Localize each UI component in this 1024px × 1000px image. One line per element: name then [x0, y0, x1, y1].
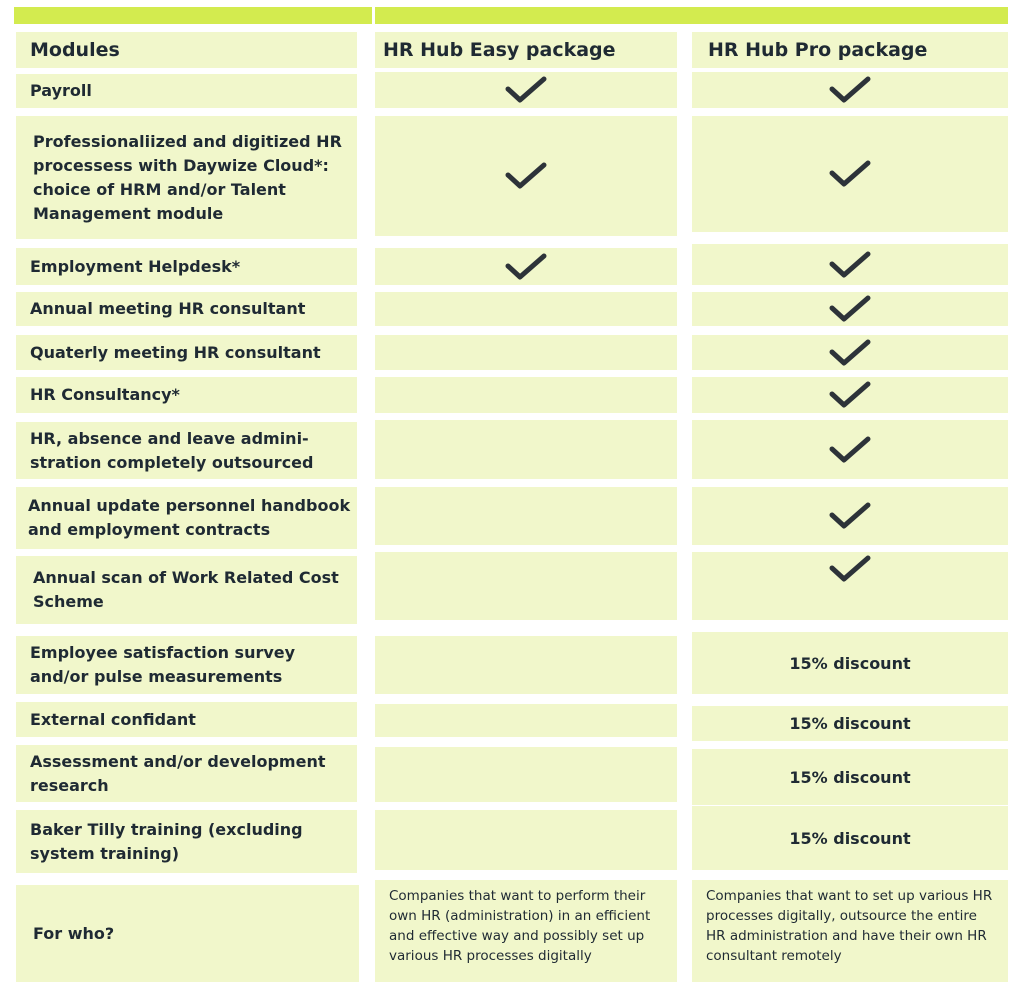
pro-payroll [692, 72, 1008, 108]
pro-hr-consultancy [692, 377, 1008, 413]
pro-administration-outsourced [692, 420, 1008, 479]
check-icon [828, 75, 872, 105]
pro-assessment-research: 15% discount [692, 749, 1008, 805]
check-icon [828, 435, 872, 465]
easy-payroll [375, 72, 677, 108]
module-external-confidant: External confidant [16, 702, 357, 737]
pro-digitized-hr [692, 116, 1008, 232]
easy-external-confidant [375, 704, 677, 737]
pro-baker-tilly-training: 15% discount [692, 806, 1008, 870]
pro-personnel-handbook [692, 487, 1008, 545]
module-assessment-research: Assessment and/or development research [16, 745, 357, 802]
easy-assessment-research [375, 747, 677, 802]
check-icon [828, 554, 872, 584]
pro-external-confidant: 15% discount [692, 706, 1008, 741]
pro-quarterly-meeting [692, 335, 1008, 370]
check-icon [828, 250, 872, 280]
header-easy-package: HR Hub Easy package [375, 32, 677, 68]
pro-employment-helpdesk [692, 244, 1008, 285]
check-icon [828, 294, 872, 324]
header-pro-package: HR Hub Pro package [692, 32, 1008, 68]
easy-personnel-handbook [375, 487, 677, 545]
module-digitized-hr: Professionaliized and digitized HR processess with Daywize Cloud*: choice of HRM and/or Talent Management module [16, 116, 357, 239]
check-icon [828, 159, 872, 189]
easy-baker-tilly-training [375, 810, 677, 870]
for-who-easy: Companies that want to perform their own HR (administration) in an efficient and effective way and possibly set up various HR processes digitally [375, 880, 677, 982]
check-icon [828, 380, 872, 410]
easy-quarterly-meeting [375, 335, 677, 370]
module-baker-tilly-training: Baker Tilly training (excluding system training) [16, 810, 357, 873]
easy-administration-outsourced [375, 420, 677, 479]
header-bar-right [375, 7, 1008, 24]
for-who-pro: Companies that want to set up various HR processes digitally, outsource the entire HR administration and have their own HR consultant remotely [692, 880, 1008, 982]
easy-work-related-cost [375, 552, 677, 620]
header-bar-left [14, 7, 372, 24]
module-satisfaction-survey: Employee satisfaction survey and/or pulse measurements [16, 636, 357, 694]
check-icon [504, 252, 548, 282]
module-employment-helpdesk: Employment Helpdesk* [16, 248, 357, 285]
check-icon [504, 75, 548, 105]
header-modules: Modules [16, 32, 357, 68]
pro-satisfaction-survey: 15% discount [692, 632, 1008, 694]
check-icon [828, 338, 872, 368]
module-hr-consultancy: HR Consultancy* [16, 377, 357, 413]
easy-hr-consultancy [375, 377, 677, 413]
for-who-label: For who? [16, 885, 359, 982]
module-personnel-handbook: Annual update personnel handbook and employment contracts [16, 487, 357, 549]
easy-employment-helpdesk [375, 248, 677, 285]
check-icon [828, 501, 872, 531]
pro-annual-meeting [692, 292, 1008, 326]
easy-annual-meeting [375, 292, 677, 326]
easy-digitized-hr [375, 116, 677, 236]
easy-satisfaction-survey [375, 636, 677, 694]
pro-work-related-cost [692, 552, 1008, 620]
module-work-related-cost: Annual scan of Work Related Cost Scheme [16, 556, 357, 624]
module-annual-meeting: Annual meeting HR consultant [16, 292, 357, 326]
check-icon [504, 161, 548, 191]
module-payroll: Payroll [16, 74, 357, 108]
module-quarterly-meeting: Quaterly meeting HR consultant [16, 335, 357, 370]
module-administration-outsourced: HR, absence and leave admini-stration completely outsourced [16, 422, 357, 479]
